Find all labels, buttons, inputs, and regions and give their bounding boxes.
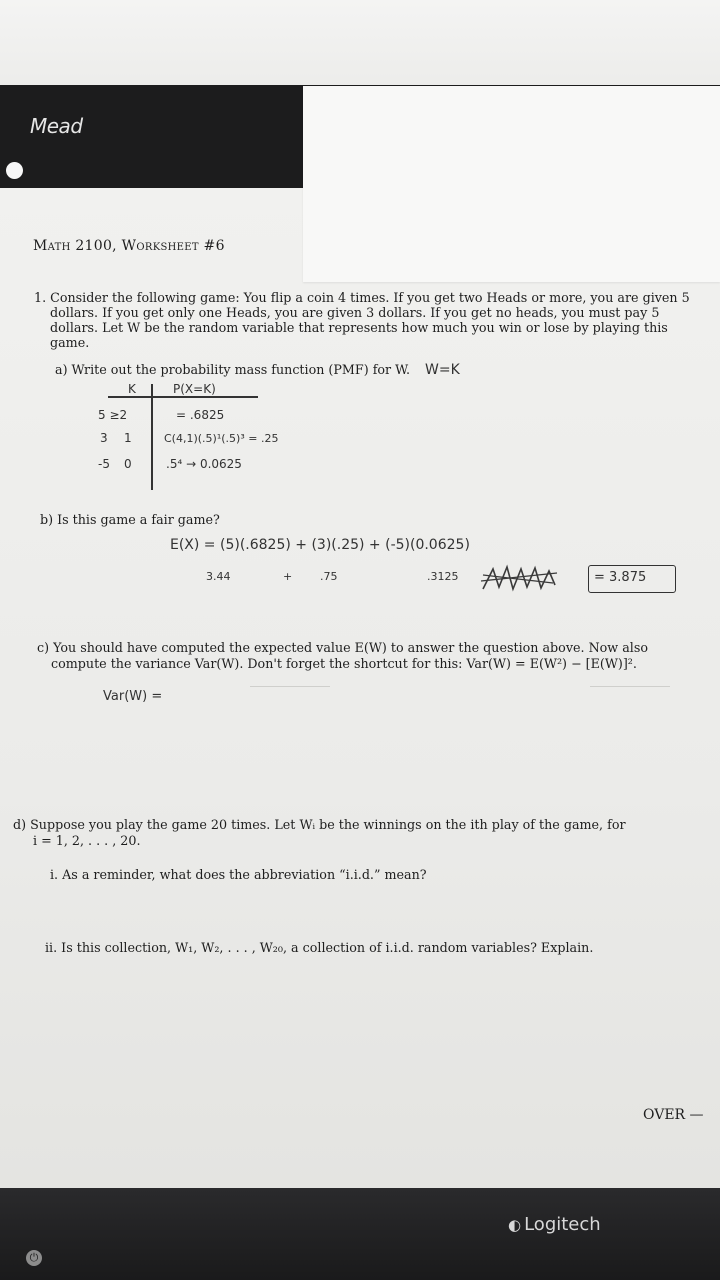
pmf-row-1-k: 5 ≥2 — [98, 408, 128, 422]
logitech-icon: ◐ — [508, 1216, 522, 1234]
ev-term-plus: + — [283, 570, 293, 583]
pmf-header-p: P(X=K) — [173, 382, 216, 396]
variance-handwritten: Var(W) = — [103, 689, 163, 704]
q1-line-1: 1. Consider the following game: You flip a coin 4 times. If you get two Heads or more, you are given 5 — [34, 290, 690, 305]
q1-line-2: dollars. If you get only one Heads, you are given 3 dollars. If you get no heads, you must pay 5 — [50, 305, 660, 320]
q1-line-4: game. — [50, 335, 90, 350]
logo-text: Logitech — [524, 1214, 601, 1235]
background-surface — [0, 0, 720, 90]
part-d-sub-i: i. As a reminder, what does the abbreviation “i.i.d.” mean? — [50, 867, 427, 882]
page-title: Math 2100, Worksheet #6 — [33, 238, 225, 254]
part-d-line-2: i = 1, 2, . . . , 20. — [33, 833, 141, 848]
pmf-row-2-k2: 1 — [124, 431, 132, 445]
part-a-prompt: a) Write out the probability mass function (PMF) for W. — [55, 362, 410, 377]
q1-line-3: dollars. Let W be the random variable that represents how much you win or lose by playing this — [50, 320, 668, 335]
faint-rule — [590, 686, 670, 687]
sticky-note — [303, 86, 720, 282]
keyboard-logo — [508, 1214, 601, 1235]
pmf-table-vertical-rule — [151, 384, 153, 490]
ev-term-2: .75 — [320, 570, 338, 583]
pmf-row-3-k: -5 — [98, 457, 110, 471]
pmf-row-3-k2: 0 — [124, 457, 132, 471]
ev-term-1: 3.44 — [206, 570, 231, 583]
pmf-row-3-p: .5⁴ → 0.0625 — [166, 457, 242, 471]
pmf-row-2-k: 3 — [100, 431, 108, 445]
crossed-out-scribble — [479, 563, 559, 595]
pmf-header-k: K — [128, 382, 136, 396]
part-b-prompt: b) Is this game a fair game? — [40, 512, 220, 527]
ring-hole-icon — [6, 162, 23, 179]
pmf-row-1-p: = .6825 — [176, 408, 225, 422]
notebook-brand-logo: Mead — [30, 114, 83, 138]
expected-value-expression: E(X) = (5)(.6825) + (3)(.25) + (-5)(0.0625) — [170, 537, 470, 553]
part-a-hw-note: W=K — [425, 362, 460, 378]
part-c-line-2: compute the variance Var(W). Don't forget the shortcut for this: Var(W) = E(W²) − [E(W)]². — [51, 656, 637, 671]
part-d-sub-ii: ii. Is this collection, W₁, W₂, . . . , W₂₀, a collection of i.i.d. random variables? Explain. — [45, 940, 594, 955]
faint-rule — [250, 686, 330, 687]
part-d-line-1: d) Suppose you play the game 20 times. Let Wᵢ be the winnings on the ith play of the game, for — [13, 817, 626, 832]
ev-term-3: .3125 — [427, 570, 459, 583]
expected-value-answer: = 3.875 — [594, 570, 647, 585]
pmf-table-horizontal-rule — [108, 396, 258, 398]
over-label: OVER — — [643, 1107, 704, 1123]
power-icon[interactable]: ⏻ — [26, 1250, 42, 1266]
part-c-line-1: c) You should have computed the expected value E(W) to answer the question above. Now also — [37, 640, 648, 655]
keyboard-bezel — [0, 1188, 720, 1280]
pmf-row-2-p: C(4,1)(.5)¹(.5)³ = .25 — [164, 432, 279, 445]
